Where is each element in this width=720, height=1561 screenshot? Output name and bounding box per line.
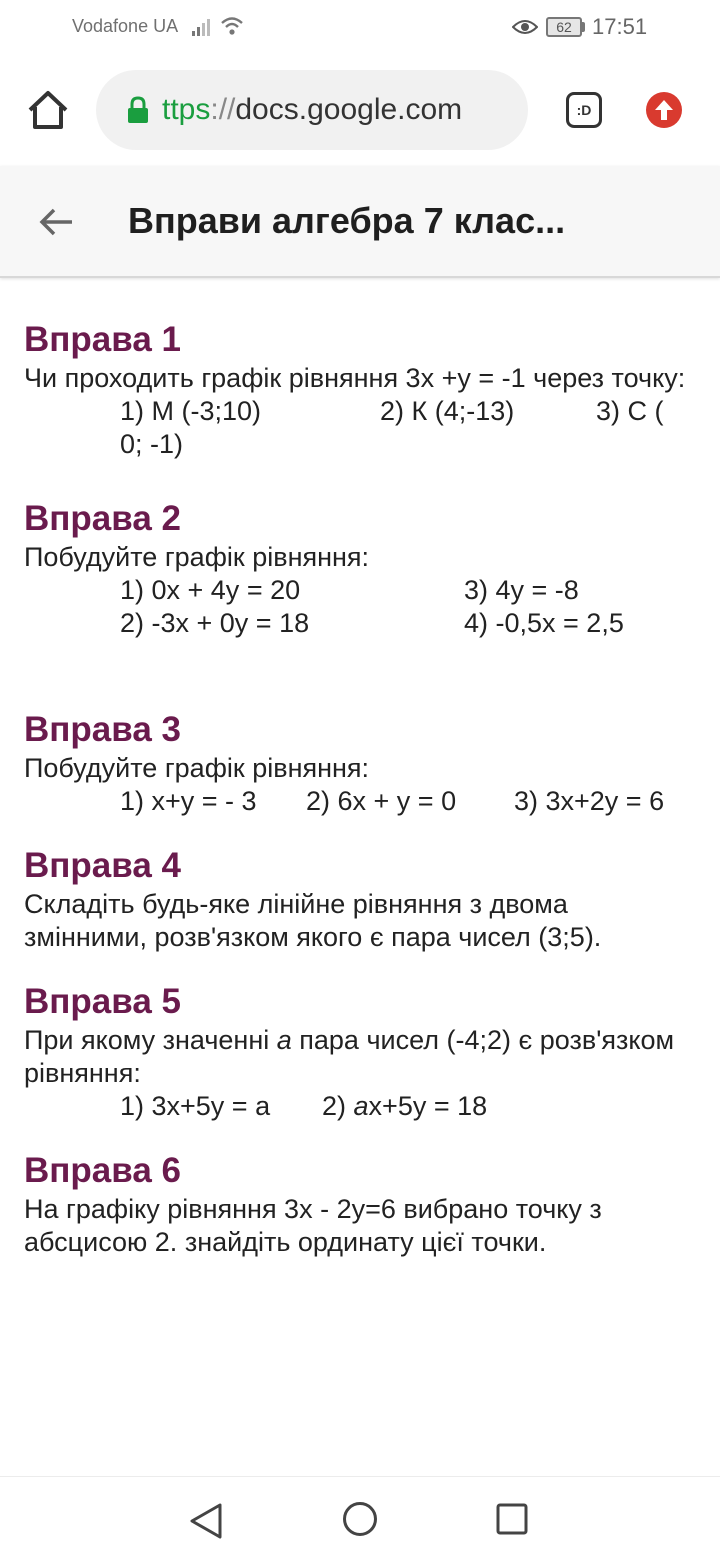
url-text xyxy=(162,92,512,128)
exercise-item: 1) М (-3;10) xyxy=(120,396,262,426)
document-header xyxy=(0,166,720,278)
document-body xyxy=(24,318,696,1259)
document-title: Вправи алгебра 7 клас... xyxy=(128,200,566,241)
exercise-item: 3) 4у = -8 xyxy=(464,575,579,605)
exercise-item: 2) К (4;-13) xyxy=(380,396,515,426)
exercise-text: Складіть будь-яке лінійне рівняння з двома змінними, розв'язком якого є пара чисел (3;5). xyxy=(24,889,602,952)
exercise-item: 2) 6х + у = 0 xyxy=(306,786,457,816)
exercise-item: 4) -0,5х = 2,5 xyxy=(464,608,624,638)
battery-icon: 62 xyxy=(546,17,582,37)
exercise-item: 2) -3х + 0у = 18 xyxy=(120,608,310,638)
exercise-text xyxy=(24,1024,696,1090)
exercise-item: 3) С ( xyxy=(596,396,664,426)
nav-recents-icon[interactable] xyxy=(496,1503,528,1535)
url-scheme: ttps xyxy=(162,93,211,126)
nav-back-icon[interactable] xyxy=(188,1501,224,1541)
exercise-text-part: пара чисел (-4;2) є розв'язком рівняння: xyxy=(24,1025,675,1088)
exercise-4 xyxy=(24,844,696,954)
carrier-label: Vodafone UA xyxy=(72,16,179,36)
exercise-1 xyxy=(24,318,696,461)
home-icon[interactable] xyxy=(24,86,72,134)
exercise-title: Вправа 2 xyxy=(24,499,181,538)
exercise-items-row xyxy=(24,1090,696,1123)
exercise-item: 1) 0х + 4у = 20 xyxy=(120,575,301,605)
exercise-items-row xyxy=(24,785,696,818)
exercise-title: Вправа 4 xyxy=(24,846,181,885)
exercise-6 xyxy=(24,1149,696,1259)
exercise-item-part: х+5у = 18 xyxy=(368,1091,488,1121)
back-arrow-icon[interactable] xyxy=(36,202,76,242)
exercise-title: Вправа 6 xyxy=(24,1151,181,1190)
wifi-icon xyxy=(220,16,244,36)
status-bar xyxy=(0,0,720,56)
address-bar[interactable] xyxy=(96,70,528,150)
exercise-variable: а xyxy=(276,1025,292,1055)
exercise-item xyxy=(322,1090,487,1123)
exercise-item: 1) 3х+5у = а xyxy=(120,1091,271,1121)
exercise-3 xyxy=(24,708,696,818)
exercise-items-row xyxy=(24,395,696,428)
exercise-items-row xyxy=(24,607,696,640)
exercise-variable: а xyxy=(353,1091,369,1121)
exercise-item: 3) 3х+2у = 6 xyxy=(514,786,665,816)
exercise-item: 0; -1) xyxy=(120,429,184,459)
lock-icon xyxy=(126,96,150,124)
exercise-title: Вправа 3 xyxy=(24,710,181,749)
exercise-text: Побудуйте графік рівняння: xyxy=(24,542,370,572)
exercise-title: Вправа 1 xyxy=(24,320,181,359)
update-arrow-icon[interactable] xyxy=(646,92,682,128)
exercise-title: Вправа 5 xyxy=(24,982,181,1021)
exercise-items-row xyxy=(24,428,696,461)
exercise-text: На графіку рівняння 3х - 2у=6 вибрано точку з абсцисою 2. знайдіть ординату цієї точки. xyxy=(24,1194,602,1257)
exercise-items-row xyxy=(24,574,696,607)
signal-icon xyxy=(192,18,214,36)
system-nav-bar xyxy=(0,1476,720,1561)
clock: 17:51 xyxy=(592,14,648,39)
exercise-text-part: При якому значенні xyxy=(24,1025,277,1055)
exercise-2 xyxy=(24,497,696,640)
exercise-item: 1) х+у = - 3 xyxy=(120,786,257,816)
nav-home-icon[interactable] xyxy=(342,1501,378,1537)
exercise-text: Чи проходить графік рівняння 3х +у = -1 через точку: xyxy=(24,363,686,393)
exercise-5 xyxy=(24,980,696,1123)
url-host: docs.google.com xyxy=(235,93,463,126)
url-separator: :// xyxy=(210,93,236,126)
exercise-text: Побудуйте графік рівняння: xyxy=(24,753,370,783)
battery-tip xyxy=(582,22,585,32)
tab-switcher-button[interactable]: :D xyxy=(566,92,602,128)
browser-toolbar xyxy=(0,56,720,166)
eye-comfort-icon xyxy=(512,18,538,36)
exercise-item-part: 2) xyxy=(322,1091,354,1121)
